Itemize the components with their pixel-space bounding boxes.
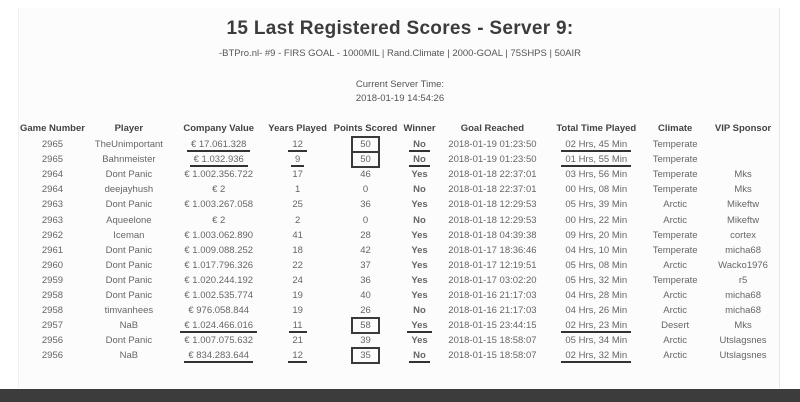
cell-company-value (173, 152, 265, 167)
cell-player: Dont Panic (105, 244, 153, 256)
cell-points-scored: 0 (362, 214, 369, 226)
cell-player: NaB (119, 320, 139, 332)
cell-years-played (265, 348, 331, 363)
table-row (20, 137, 782, 152)
cell-points-scored (331, 348, 401, 363)
cell-total-time-played: 05 Hrs, 32 Min (565, 274, 628, 286)
cell-value: € 1.032.936 (193, 154, 244, 166)
cell-player: Dont Panic (105, 169, 153, 181)
cell-value: No (413, 139, 426, 151)
cell-total-time-played: 05 Hrs, 39 Min (565, 199, 628, 211)
column-header-player: Player (114, 123, 144, 134)
server-time-label: Current Server Time: (355, 79, 445, 90)
cell-player: deejayhush (104, 184, 154, 196)
column-header-goal-reached: Goal Reached (460, 123, 525, 134)
cell-company-value: € 1.002.535.774 (184, 289, 254, 301)
cell-climate: Arctic (663, 335, 688, 347)
cell-points-scored (331, 318, 401, 333)
cell-value: 58 (354, 320, 377, 331)
cell-player: Dont Panic (105, 274, 153, 286)
cell-vip-sponsor: micha68 (725, 244, 762, 256)
cell-points-scored: 40 (360, 289, 371, 301)
server-description: -BTPro.nl- #9 - FIRS GOAL - 1000MIL | Rand.Climate | 2000-GOAL | 75SHPS | 50AIR (218, 48, 582, 59)
cell-value: € 17.061.328 (190, 139, 247, 151)
cell-points-scored: 36 (360, 274, 371, 286)
cell-goal-reached: 2018-01-17 18:36:46 (448, 244, 537, 256)
cell-vip-sponsor: Mks (734, 169, 752, 181)
cell-points-scored: 46 (360, 169, 371, 181)
cell-company-value: € 1.007.075.632 (184, 335, 254, 347)
cell-points-scored (331, 137, 401, 152)
cell-player: TheUnimportant (94, 139, 163, 151)
cell-goal-reached: 2018-01-18 12:29:53 (448, 214, 537, 226)
cell-goal-reached: 2018-01-18 22:37:01 (448, 169, 537, 181)
cell-game-number: 2961 (41, 244, 64, 256)
cell-total-time-played: 04 Hrs, 10 Min (565, 244, 628, 256)
column-header-years-played: Years Played (268, 123, 327, 134)
cell-value: 11 (292, 320, 303, 332)
cell-game-number: 2957 (41, 320, 64, 332)
scores-table-body (20, 137, 782, 363)
cell-points-scored: 26 (360, 305, 371, 317)
column-header-company-value: Company Value (183, 123, 255, 134)
cell-points-scored: 42 (360, 244, 371, 256)
cell-player: Iceman (113, 229, 145, 241)
cell-player: Dont Panic (105, 259, 153, 271)
cell-vip-sponsor: cortex (730, 229, 756, 241)
cell-goal-reached: 2018-01-18 22:37:01 (448, 184, 537, 196)
cell-value: Yes (411, 320, 428, 332)
cell-player: Dont Panic (105, 289, 153, 301)
cell-climate: Temperate (652, 169, 698, 181)
table-row (20, 197, 782, 212)
table-row (20, 228, 782, 243)
cell-player: Dont Panic (105, 199, 153, 211)
cell-climate: Temperate (652, 244, 698, 256)
footer-bar (0, 389, 800, 402)
cell-winner (401, 137, 439, 152)
cell-vip-sponsor (704, 152, 782, 167)
cell-years-played: 25 (292, 199, 303, 211)
cell-total-time-played: 04 Hrs, 28 Min (565, 289, 628, 301)
table-row (20, 348, 782, 363)
cell-total-time-played: 00 Hrs, 08 Min (565, 184, 628, 196)
cell-game-number: 2958 (41, 289, 64, 301)
cell-company-value: € 1.020.244.192 (184, 274, 254, 286)
cell-vip-sponsor: Mikeftw (726, 199, 760, 211)
cell-winner: Yes (411, 199, 428, 211)
cell-value: 50 (354, 139, 377, 150)
cell-game-number: 2960 (41, 259, 64, 271)
cell-company-value: € 1.003.062.890 (184, 229, 254, 241)
cell-value: 12 (292, 139, 303, 151)
cell-years-played: 17 (292, 169, 303, 181)
table-row (20, 212, 782, 227)
cell-value: 02 Hrs, 45 Min (565, 139, 628, 151)
table-row (20, 333, 782, 348)
cell-player: NaB (119, 350, 139, 362)
cell-vip-sponsor: Mikeftw (726, 214, 760, 226)
cell-climate: Arctic (663, 305, 688, 317)
cell-goal-reached: 2018-01-15 23:44:15 (448, 320, 537, 332)
cell-points-scored: 39 (360, 335, 371, 347)
table-row (20, 318, 782, 333)
cell-total-time-played (546, 318, 646, 333)
cell-total-time-played (546, 348, 646, 363)
cell-vip-sponsor: Wacko1976 (718, 259, 768, 271)
cell-vip-sponsor (704, 137, 782, 152)
cell-company-value: € 976.058.844 (188, 305, 250, 317)
cell-game-number: 2965 (41, 154, 64, 166)
cell-player: Bahnmeister (102, 154, 156, 166)
cell-total-time-played: 05 Hrs, 08 Min (565, 259, 628, 271)
cell-value: 12 (292, 350, 303, 362)
cell-vip-sponsor: Utslagsnes (719, 335, 767, 347)
cell-winner: No (413, 214, 426, 226)
cell-points-scored: 28 (360, 229, 371, 241)
cell-points-scored: 37 (360, 259, 371, 271)
table-row (20, 258, 782, 273)
cell-goal-reached: 2018-01-15 18:58:07 (448, 350, 537, 362)
cell-goal-reached: 2018-01-17 03:02:20 (448, 274, 537, 286)
cell-years-played (265, 137, 331, 152)
cell-winner: Yes (411, 274, 428, 286)
cell-game-number: 2963 (41, 199, 64, 211)
cell-company-value (173, 318, 265, 333)
column-header-points-scored: Points Scored (333, 123, 398, 134)
cell-winner: Yes (411, 169, 428, 181)
cell-game-number: 2963 (41, 214, 64, 226)
cell-vip-sponsor: micha68 (725, 305, 762, 317)
cell-total-time-played: 04 Hrs, 26 Min (565, 305, 628, 317)
cell-years-played: 41 (292, 229, 303, 241)
cell-years-played: 21 (292, 335, 303, 347)
cell-company-value: € 2 (212, 214, 226, 226)
cell-value: No (413, 154, 426, 166)
cell-points-scored: 36 (360, 199, 371, 211)
cell-game-number: 2964 (41, 169, 64, 181)
cell-climate: Arctic (663, 214, 688, 226)
column-header-game-number: Game Number (20, 123, 85, 134)
cell-winner: Yes (411, 289, 428, 301)
cell-winner: Yes (411, 229, 428, 241)
cell-climate: Temperate (652, 274, 698, 286)
cell-points-scored (331, 152, 401, 167)
cell-total-time-played: 03 Hrs, 56 Min (565, 169, 628, 181)
cell-climate: Arctic (663, 289, 688, 301)
cell-total-time-played: 00 Hrs, 22 Min (565, 214, 628, 226)
cell-player: Dont Panic (105, 335, 153, 347)
column-header-vip-sponsor: VIP Sponsor (714, 123, 772, 134)
cell-goal-reached: 2018-01-15 18:58:07 (448, 335, 537, 347)
cell-total-time-played (546, 152, 646, 167)
cell-value: € 834.283.644 (188, 350, 250, 362)
table-row (20, 243, 782, 258)
cell-years-played (265, 152, 331, 167)
cell-climate: Temperate (652, 229, 698, 241)
cell-company-value: € 1.002.356.722 (184, 169, 254, 181)
cell-company-value (173, 137, 265, 152)
cell-goal-reached: 2018-01-18 12:29:53 (448, 199, 537, 211)
cell-value: 01 Hrs, 55 Min (565, 154, 628, 166)
cell-goal-reached: 2018-01-19 01:23:50 (448, 139, 537, 151)
table-row (20, 182, 782, 197)
cell-winner: Yes (411, 335, 428, 347)
cell-goal-reached: 2018-01-19 01:23:50 (448, 154, 537, 166)
cell-value: No (413, 350, 426, 362)
cell-goal-reached: 2018-01-18 04:39:38 (448, 229, 537, 241)
cell-value: 9 (294, 154, 301, 166)
cell-game-number: 2964 (41, 184, 64, 196)
cell-total-time-played: 05 Hrs, 34 Min (565, 335, 628, 347)
table-row (20, 303, 782, 318)
cell-winner (401, 318, 439, 333)
cell-winner: Yes (411, 259, 428, 271)
cell-goal-reached: 2018-01-16 21:17:03 (448, 305, 537, 317)
cell-company-value: € 1.003.267.058 (184, 199, 254, 211)
column-header-climate: Climate (657, 123, 693, 134)
cell-points-scored: 0 (362, 184, 369, 196)
cell-years-played: 18 (292, 244, 303, 256)
cell-company-value (173, 348, 265, 363)
cell-winner (401, 348, 439, 363)
cell-years-played: 1 (294, 184, 301, 196)
cell-years-played: 22 (292, 259, 303, 271)
cell-total-time-played (546, 137, 646, 152)
cell-vip-sponsor: r5 (738, 274, 748, 286)
cell-game-number: 2956 (41, 350, 64, 362)
table-row (20, 288, 782, 303)
cell-game-number: 2956 (41, 335, 64, 347)
cell-value: 50 (354, 154, 377, 165)
server-time-value: 2018-01-19 14:54:26 (355, 93, 445, 104)
table-row (20, 273, 782, 288)
cell-climate: Arctic (663, 259, 688, 271)
cell-goal-reached: 2018-01-16 21:17:03 (448, 289, 537, 301)
cell-years-played (265, 318, 331, 333)
cell-years-played: 2 (294, 214, 301, 226)
table-row (20, 167, 782, 182)
cell-value: 02 Hrs, 32 Min (565, 350, 628, 362)
cell-player: timvanhees (104, 305, 154, 317)
cell-climate: Arctic (663, 199, 688, 211)
cell-game-number: 2965 (41, 139, 64, 151)
cell-winner: Yes (411, 244, 428, 256)
cell-years-played: 19 (292, 289, 303, 301)
cell-climate: Arctic (663, 350, 688, 362)
cell-value: 02 Hrs, 23 Min (565, 320, 628, 332)
cell-value: 35 (354, 350, 377, 361)
column-header-total-time-played: Total Time Played (556, 123, 637, 134)
cell-vip-sponsor: Mks (734, 320, 752, 332)
cell-vip-sponsor: micha68 (725, 289, 762, 301)
cell-winner: No (413, 305, 426, 317)
cell-climate: Desert (661, 320, 690, 332)
cell-value: € 1.024.466.016 (184, 320, 254, 332)
cell-winner: No (413, 184, 426, 196)
cell-company-value: € 1.009.088.252 (184, 244, 254, 256)
cell-years-played: 19 (292, 305, 303, 317)
cell-game-number: 2958 (41, 305, 64, 317)
cell-company-value: € 2 (212, 184, 226, 196)
scores-table (20, 121, 782, 363)
cell-vip-sponsor: Mks (734, 184, 752, 196)
cell-total-time-played: 09 Hrs, 20 Min (565, 229, 628, 241)
cell-climate: Temperate (652, 139, 698, 151)
cell-player: Aqueelone (106, 214, 152, 226)
cell-climate: Temperate (652, 154, 698, 166)
cell-vip-sponsor: Utslagsnes (719, 350, 767, 362)
cell-game-number: 2959 (41, 274, 64, 286)
cell-years-played: 24 (292, 274, 303, 286)
cell-company-value: € 1.017.796.326 (184, 259, 254, 271)
column-header-winner: Winner (403, 123, 436, 134)
cell-winner (401, 152, 439, 167)
page-title: 15 Last Registered Scores - Server 9: (226, 18, 574, 39)
cell-goal-reached: 2018-01-17 12:19:51 (448, 259, 537, 271)
table-row (20, 152, 782, 167)
cell-climate: Temperate (652, 184, 698, 196)
cell-game-number: 2962 (41, 229, 64, 241)
table-header-row (20, 121, 782, 137)
